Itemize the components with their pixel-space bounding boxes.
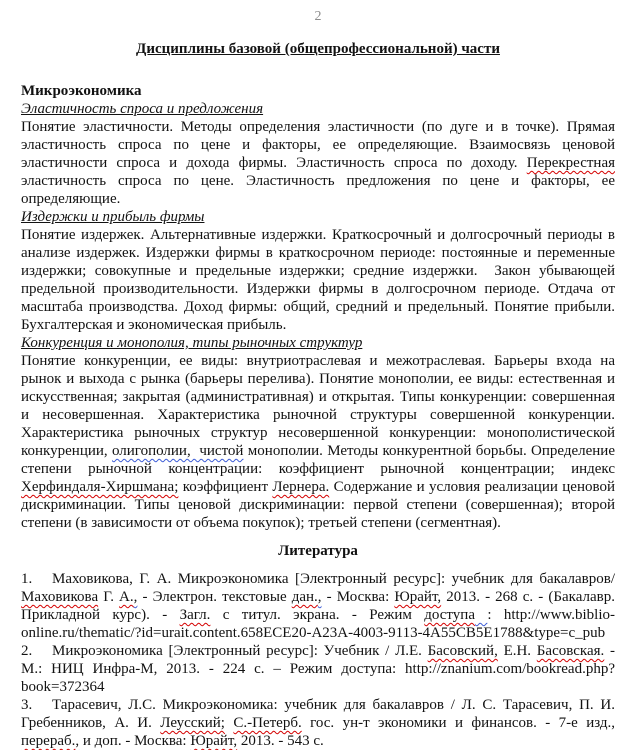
misspelled-text: Перекрестная <box>526 155 615 171</box>
course-heading: Микроэкономика <box>21 83 142 99</box>
misspelled-text: Леусский; <box>160 715 225 731</box>
grammar-flagged-text: , <box>133 589 138 605</box>
text-run: Понятие конкуренции, ее виды: внутриотраслевая и межотраслевая. Барьеры входа на рынок и выхода с рынка (барьеры перелива). Понятие монополии, ее виды: естественная и искусственная; закрытая (административная) и открытая. Типы конкуренции: совершенная и несовершенная. Характеристика рыночной структуры совершенной конкуренции. Характеристика рыночных структур несовершенной конкуренции: монополистической конкуренции, <box>21 353 615 459</box>
text-run: монополии. Методы конкурентной борьбы. Определение степени рыночной концентрации: коэффициент рыночной концентрации; индекс <box>21 443 615 477</box>
text-run: Г. <box>98 589 120 605</box>
misspelled-text: С.-Петерб. <box>233 715 302 731</box>
topic-paragraph-costs <box>21 226 615 334</box>
reference-number: 2. <box>21 643 33 659</box>
text-run: Микроэкономика [Электронный ресурс]: Учебник / Л.Е. <box>52 643 428 659</box>
topic-heading-competition: Конкуренция и монополия, типы рыночных структур <box>21 335 363 351</box>
reference-item-3 <box>21 696 615 750</box>
text-run: Тарасевич, Л.С. Микроэкономика: учебник для бакалавров / Л. С. Тарасевич, П. И. Гребенников, А. И. <box>21 697 615 731</box>
document-title: Дисциплины базовой (общепрофессиональной) части <box>136 41 500 57</box>
text-run: Понятие эластичности. Методы определения эластичности (по дуге и в точке). Прямая эластичность спроса по цене и факторы, ее определяющие. Взаимосвязь ценовой эластичности спроса и дохода фирмы. Эластичность спроса по доходу. <box>21 119 615 171</box>
misspelled-text: Юрайт, <box>190 733 238 749</box>
misspelled-text: Маховикова <box>21 589 99 605</box>
reference-text <box>21 697 615 749</box>
text-run: : http://www.biblio-online.ru/thematic/?id=urait.content.658ECE20-A23A-4003-9113-4A55CB5E1788&type=c_pub <box>21 607 616 641</box>
text-run: Понятие издержек. Альтернативные издержки. Краткосрочный и долгосрочный периоды в анализе издержек. Издержки фирмы в краткосрочном периоде: постоянные и переменные издержки; совокупные и предельные издержки; средние издержки. Закон убывающей предельной производительности. Издержки фирмы в долгосрочном периоде. Отдача от масштаба производства. Доход фирмы: общий, средний и предельный. Понятие прибыли. Бухгалтерская и экономическая прибыль. <box>21 227 615 333</box>
text-run: Маховикова, Г. А. Микроэкономика [Электронный ресурс]: учебник для бакалавров/ <box>52 571 615 587</box>
reference-item-2 <box>21 642 615 696</box>
reference-text <box>21 571 615 641</box>
misspelled-text: Басовский, <box>427 643 498 659</box>
misspelled-text: Загл. <box>179 607 211 623</box>
text-run: с титул. экрана. - Режим <box>210 607 425 623</box>
misspelled-text: дан. <box>291 589 318 605</box>
text-run: Содержание и условия реализации ценовой дискриминации. Типы ценовой дискриминации: первой степени (совершенная); второй степени (в зависимости от объема покупок); третьей степени (сегментная). <box>21 479 615 531</box>
topic-heading-costs: Издержки и прибыль фирмы <box>21 209 205 225</box>
topic-paragraph-competition <box>21 352 615 532</box>
misspelled-text: доступа <box>424 607 475 623</box>
text-run: 2013. - 268 с. - (Бакалавр. Прикладной курс). - <box>21 589 615 623</box>
grammar-flagged-text <box>475 607 487 623</box>
text-run: Е.Н. <box>497 643 537 659</box>
topic-paragraph-elasticity <box>21 118 615 208</box>
misspelled-text: Юрайт, <box>394 589 442 605</box>
page-number: 2 <box>314 9 322 24</box>
text-run: - М.: НИЦ Инфра-М, 2013. - 224 с. – Режим доступа: http://znanium.com/bookread.php?book=372364 <box>21 643 615 695</box>
misspelled-text: Херфиндаля-Хиршмана; <box>21 479 179 495</box>
literature-heading: Литература <box>278 543 358 559</box>
misspelled-text: Лернера. <box>272 479 330 495</box>
grammar-flagged-text: , <box>317 589 322 605</box>
misspelled-text: перераб. <box>21 733 76 749</box>
text-run: - Электрон. текстовые <box>137 589 292 605</box>
topic-heading-elasticity: Эластичность спроса и предложения <box>21 101 264 117</box>
misspelled-text: Басовская. <box>536 643 605 659</box>
reference-number: 1. <box>21 571 33 587</box>
text-run: коэффициент <box>178 479 273 495</box>
text-run: - Москва: <box>321 589 395 605</box>
text-run: эластичность спроса по цене. Эластичность предложения по цене и факторы, ее определяющие. <box>21 173 615 207</box>
text-run: гос. ун-т экономики и финансов. - 7-е изд., <box>301 715 616 731</box>
misspelled-text: А. <box>119 589 134 605</box>
reference-item-1 <box>21 570 615 642</box>
reference-number: 3. <box>21 697 33 713</box>
grammar-flagged-text: , <box>75 733 80 749</box>
text-run: и доп. - Москва: <box>79 733 191 749</box>
grammar-flagged-text: олигополии, чистой <box>111 443 244 459</box>
reference-text <box>21 643 615 695</box>
text-run: 2013. - 543 с. <box>237 733 324 749</box>
